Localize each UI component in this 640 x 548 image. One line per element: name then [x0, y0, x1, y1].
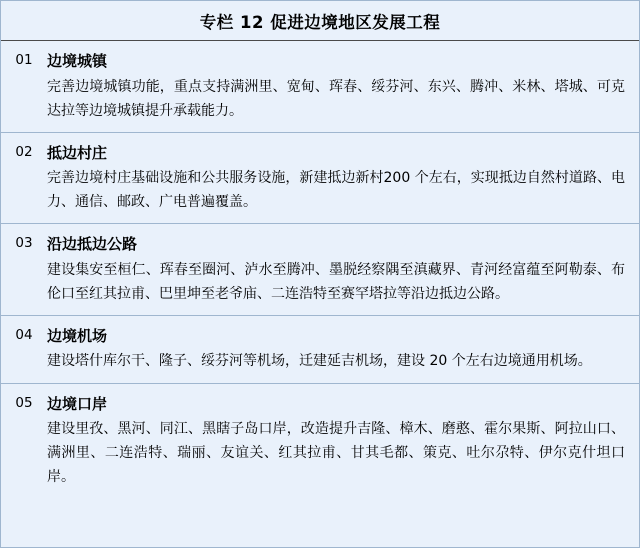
item-number: 01: [15, 52, 33, 68]
item-content: [47, 224, 639, 315]
table-title-row: [1, 1, 639, 41]
item-content: [47, 384, 639, 499]
item-body: 建设塔什库尔干、隆子、绥芬河等机场，迁建延吉机场，建设 20 个左右边境通用机场。: [47, 353, 592, 370]
item-title: 边境城镇: [47, 52, 108, 70]
item-number: 05: [15, 394, 33, 411]
item-body: 完善边境村庄基础设施和公共服务设施，新建抵边新村200 个左右，实现抵边自然村道路、电力、通信、邮政、广电普遍覆盖。: [47, 170, 625, 211]
item-title: 沿边抵边公路: [47, 235, 138, 254]
item-content: [47, 133, 639, 224]
item-number: 02: [15, 143, 33, 160]
item-number: 04: [15, 326, 33, 343]
table-row: [1, 224, 639, 316]
item-body: 建设集安至桓仁、珲春至圈河、泸水至腾冲、墨脱经察隅至滇藏界、青河经富蕴至阿勒泰、布伦口至红其拉甫、巴里坤至老爷庙、二连浩特至赛罕塔拉等沿边抵边公路。: [47, 261, 625, 302]
item-body: 建设里孜、黑河、同江、黑瞎子岛口岸，改造提升吉隆、樟木、磨憨、霍尔果斯、阿拉山口、满洲里、二连浩特、瑞丽、友谊关、红其拉甫、甘其毛都、策克、吐尔尕特、伊尔克什坦口岸。: [47, 421, 625, 486]
item-list: [1, 41, 639, 498]
table-row: [1, 384, 639, 499]
item-content: [47, 316, 639, 383]
item-title: 边境口岸: [47, 394, 108, 413]
item-content: [47, 41, 639, 132]
table-row: [1, 41, 639, 133]
item-body: 完善边境城镇功能，重点支持满洲里、宽甸、珲春、绥芬河、东兴、腾冲、米林、塔城、可克达拉等边境城镇提升承载能力。: [47, 78, 625, 119]
table-row: [1, 133, 639, 225]
table-row: [1, 316, 639, 384]
item-title: 边境机场: [47, 326, 108, 345]
item-number: 03: [15, 235, 33, 252]
item-title: 抵边村庄: [47, 143, 108, 162]
page-title: 专栏 12 促进边境地区发展工程: [199, 12, 441, 32]
